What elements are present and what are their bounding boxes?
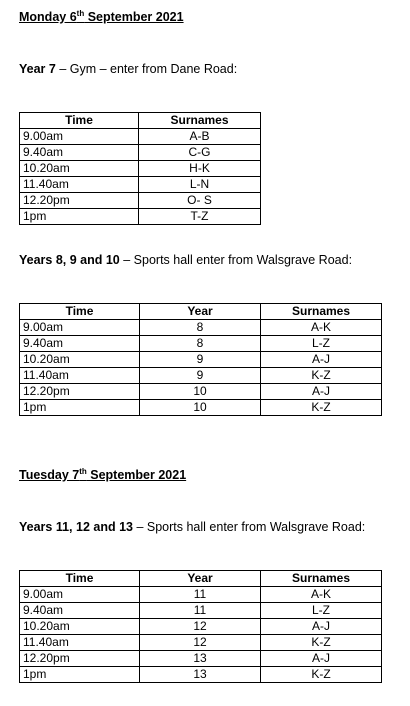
year-cell: 9: [140, 368, 261, 384]
surnames-cell: K-Z: [261, 400, 382, 416]
year-cell: 11: [140, 603, 261, 619]
tuesday-ordinal: th: [79, 466, 87, 476]
table-row: [20, 177, 261, 193]
table-row: [20, 161, 261, 177]
table-row: [20, 209, 261, 225]
time-cell: 10.20am: [20, 352, 140, 368]
tuesday-rest: September 2021: [86, 468, 187, 482]
table-row: [20, 603, 382, 619]
header-surnames: Surnames: [261, 571, 382, 587]
time-cell: 9.40am: [20, 603, 140, 619]
tuesday-day: Tuesday 7: [19, 468, 80, 482]
table-row: [20, 336, 382, 352]
header-year: Year: [140, 571, 261, 587]
years11to13-label: Years 11, 12 and 13: [19, 520, 133, 534]
time-cell: 12.20pm: [20, 193, 139, 209]
table-row: [20, 145, 261, 161]
surnames-cell: A-K: [261, 587, 382, 603]
years8to10-table: [19, 303, 382, 416]
year-cell: 8: [140, 320, 261, 336]
years8to10-label: Years 8, 9 and 10: [19, 253, 120, 267]
monday-rest: September 2021: [84, 10, 184, 24]
surnames-cell: O- S: [139, 193, 261, 209]
header-time: Time: [20, 304, 140, 320]
time-cell: 9.00am: [20, 587, 140, 603]
table-row: [20, 651, 382, 667]
table-row: [20, 667, 382, 683]
year-cell: 12: [140, 619, 261, 635]
surnames-cell: K-Z: [261, 667, 382, 683]
year-cell: 13: [140, 651, 261, 667]
years11to13-detail: – Sports hall enter from Walsgrave Road:: [132, 520, 366, 534]
surnames-cell: K-Z: [261, 635, 382, 651]
years11to13-heading: [19, 520, 365, 534]
time-cell: 9.40am: [20, 145, 139, 161]
table-row: [20, 619, 382, 635]
surnames-cell: L-Z: [261, 336, 382, 352]
surnames-cell: T-Z: [139, 209, 261, 225]
surnames-cell: K-Z: [261, 368, 382, 384]
time-cell: 11.40am: [20, 177, 139, 193]
table-row: [20, 352, 382, 368]
years11to13-table: [19, 570, 382, 683]
year-cell: 12: [140, 635, 261, 651]
time-cell: 1pm: [20, 400, 140, 416]
header-time: Time: [20, 113, 139, 129]
surnames-cell: A-B: [139, 129, 261, 145]
table-header-row: [20, 304, 382, 320]
header-surnames: Surnames: [261, 304, 382, 320]
header-surnames: Surnames: [139, 113, 261, 129]
year-cell: 10: [140, 400, 261, 416]
time-cell: 12.20pm: [20, 651, 140, 667]
surnames-cell: A-K: [261, 320, 382, 336]
surnames-cell: A-J: [261, 352, 382, 368]
time-cell: 9.00am: [20, 129, 139, 145]
monday-ordinal: th: [76, 8, 85, 18]
year-cell: 9: [140, 352, 261, 368]
time-cell: 11.40am: [20, 368, 140, 384]
surnames-cell: A-J: [261, 651, 382, 667]
surnames-cell: L-N: [139, 177, 261, 193]
monday-date-heading: [19, 10, 184, 24]
table-row: [20, 193, 261, 209]
monday-day: Monday 6: [19, 10, 77, 24]
time-cell: 12.20pm: [20, 384, 140, 400]
table-row: [20, 384, 382, 400]
table-row: [20, 368, 382, 384]
table-row: [20, 320, 382, 336]
year-cell: 13: [140, 667, 261, 683]
table-row: [20, 129, 261, 145]
header-time: Time: [20, 571, 140, 587]
years8to10-heading: [19, 253, 352, 267]
year-cell: 11: [140, 587, 261, 603]
years8to10-detail: – Sports hall enter from Walsgrave Road:: [119, 253, 353, 267]
table-row: [20, 400, 382, 416]
year7-detail: – Gym – enter from Dane Road:: [55, 62, 238, 76]
year7-table: [19, 112, 261, 225]
year7-label: Year 7: [19, 62, 56, 76]
time-cell: 1pm: [20, 209, 139, 225]
table-row: [20, 587, 382, 603]
time-cell: 10.20am: [20, 619, 140, 635]
surnames-cell: A-J: [261, 384, 382, 400]
year-cell: 8: [140, 336, 261, 352]
surnames-cell: A-J: [261, 619, 382, 635]
tuesday-date-heading: [19, 468, 186, 482]
surnames-cell: L-Z: [261, 603, 382, 619]
table-header-row: [20, 571, 382, 587]
surnames-cell: H-K: [139, 161, 261, 177]
table-row: [20, 635, 382, 651]
time-cell: 1pm: [20, 667, 140, 683]
time-cell: 9.00am: [20, 320, 140, 336]
year-cell: 10: [140, 384, 261, 400]
table-header-row: [20, 113, 261, 129]
header-year: Year: [140, 304, 261, 320]
surnames-cell: C-G: [139, 145, 261, 161]
time-cell: 9.40am: [20, 336, 140, 352]
year7-heading: [19, 62, 237, 76]
time-cell: 11.40am: [20, 635, 140, 651]
time-cell: 10.20am: [20, 161, 139, 177]
